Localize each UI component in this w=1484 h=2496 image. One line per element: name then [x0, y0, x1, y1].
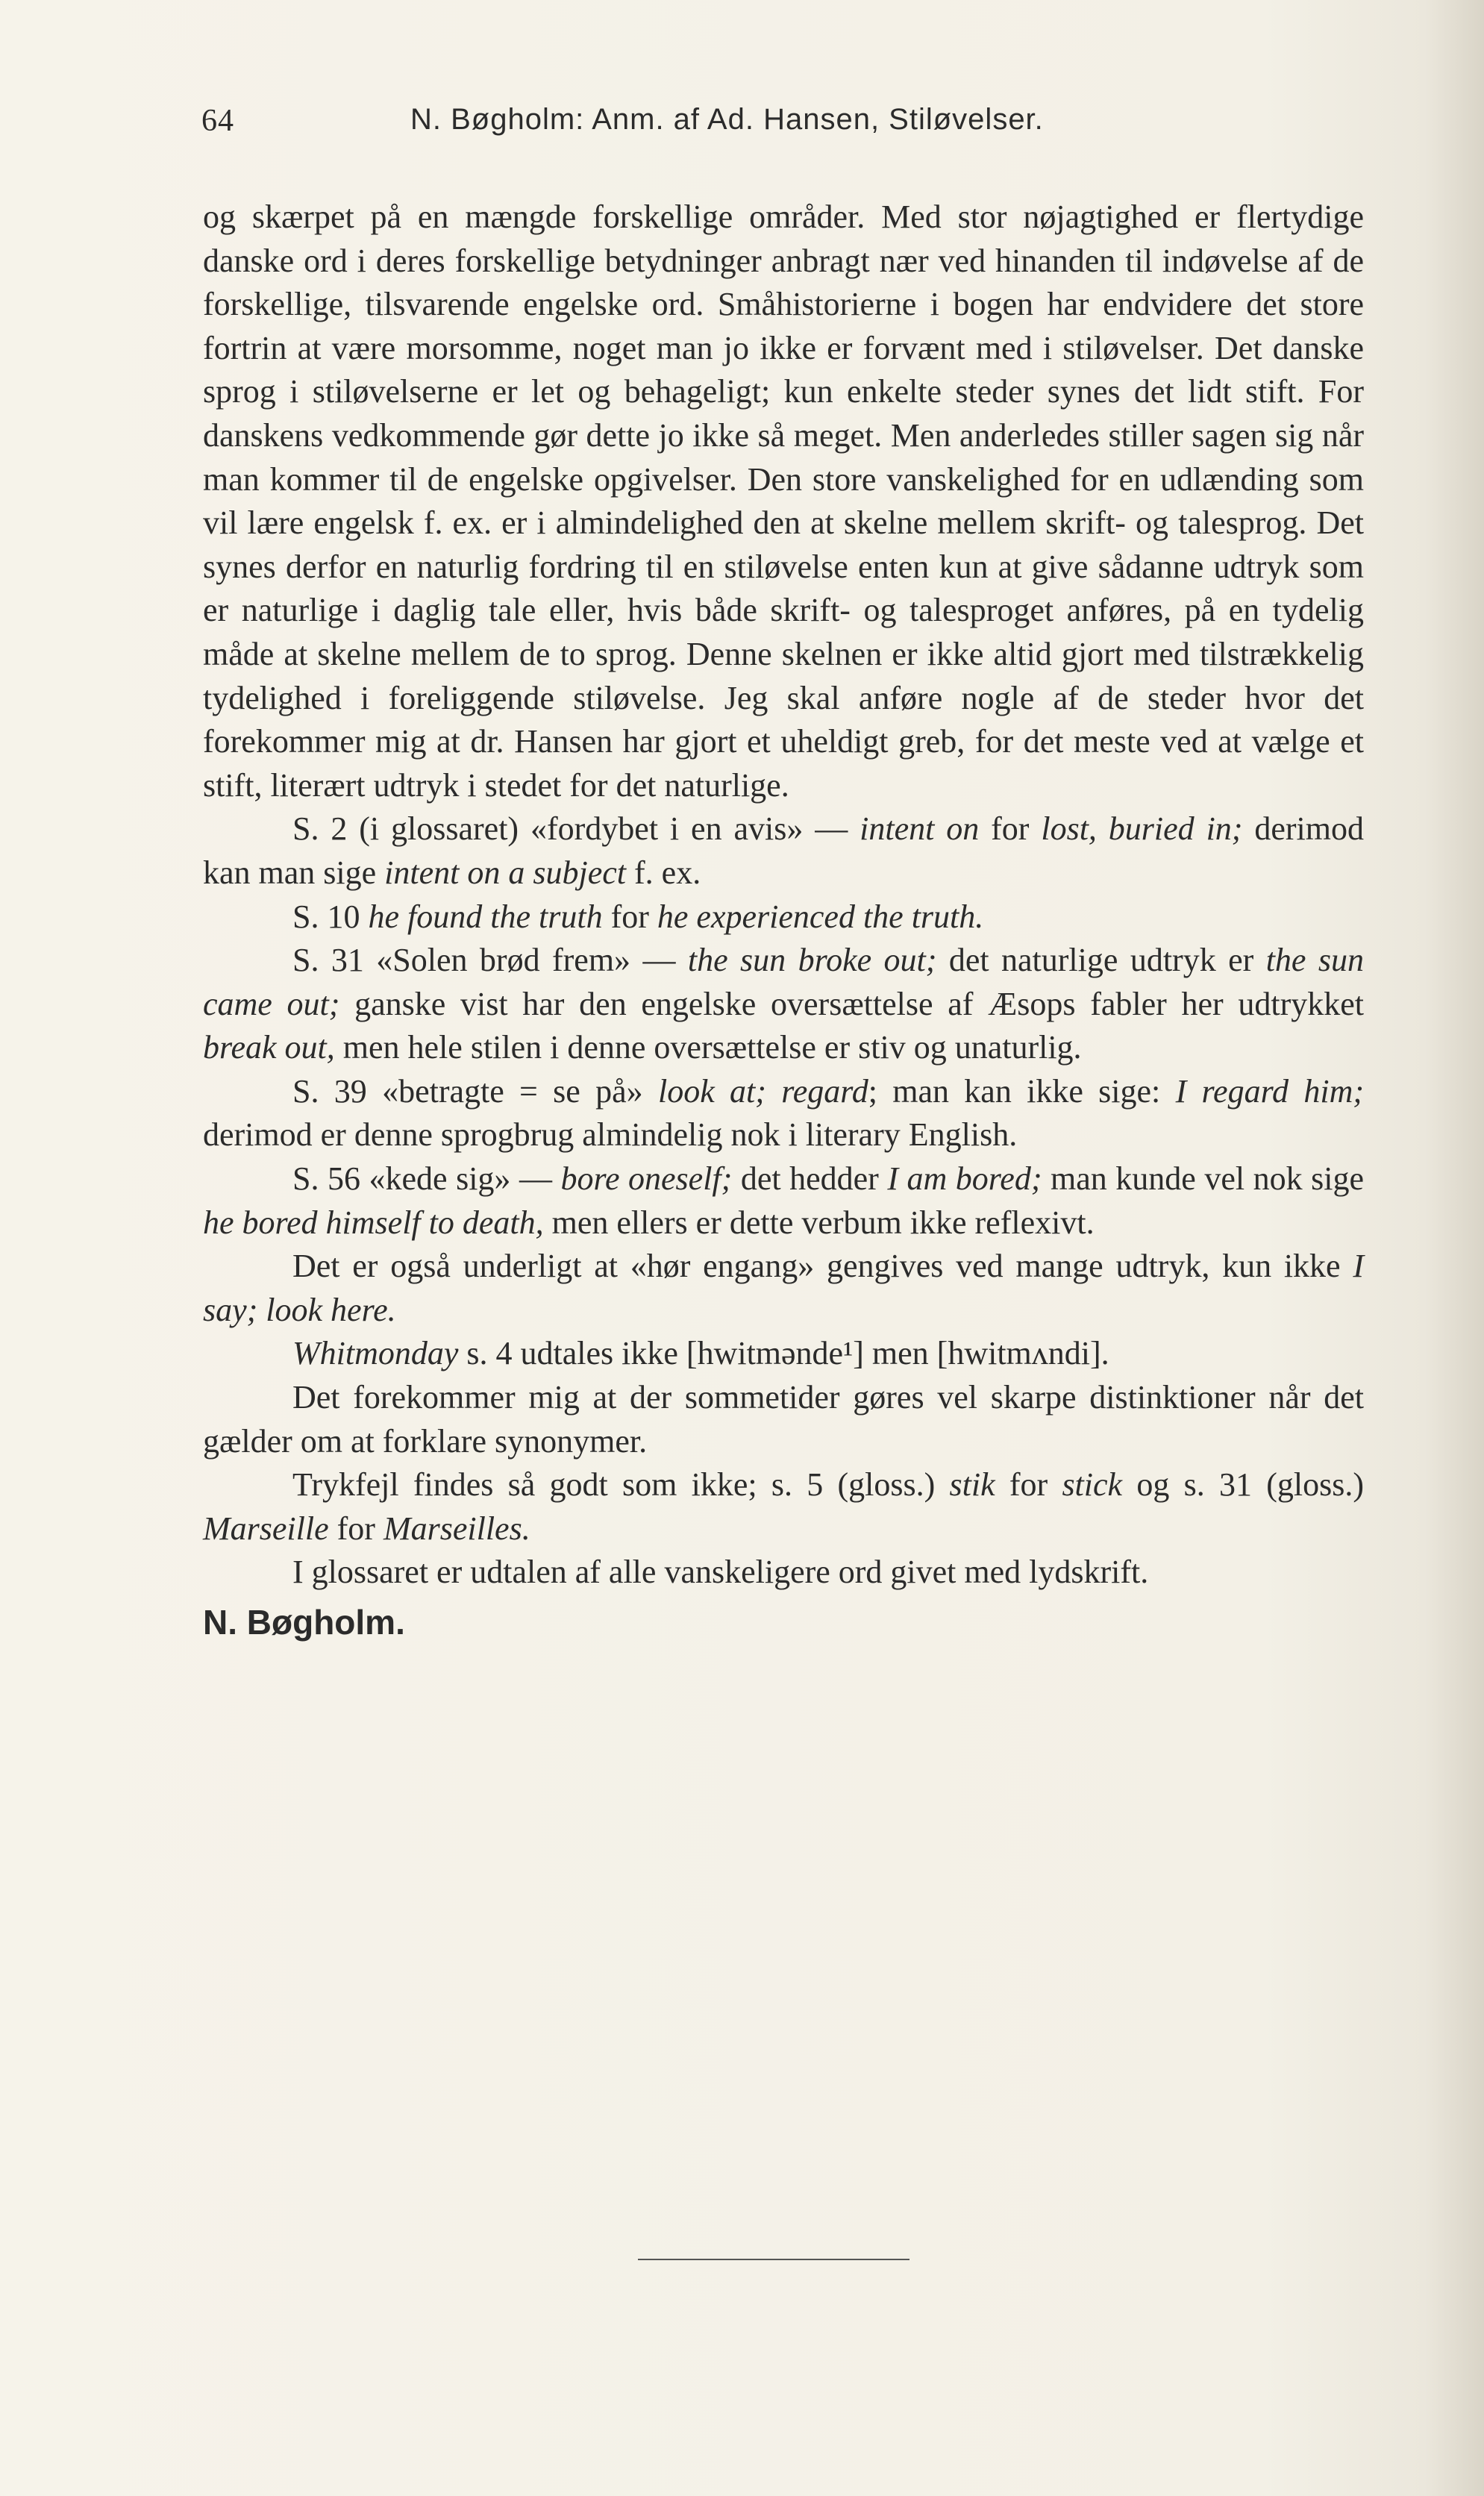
text-run: Det er også underligt at «hør engang» gengives ved mange udtryk, kun ikke	[292, 1248, 1353, 1285]
italic-run: lost, buried in;	[1041, 810, 1243, 848]
paragraph-10	[203, 1463, 1364, 1551]
italic-run: the sun came out;	[203, 942, 1364, 1022]
page-number: 64	[201, 104, 234, 138]
text-run: S. 2 (i glossaret) «fordybet i en avis» —	[292, 810, 860, 848]
text-run: S. 39 «betragte = se på»	[292, 1072, 658, 1110]
italic-run: I say; look here.	[203, 1248, 1364, 1328]
italic-run: he found the truth	[368, 898, 603, 935]
text-run: S. 56 «kede sig» —	[292, 1160, 561, 1198]
text-run: ; man kan ikke sige:	[868, 1072, 1176, 1110]
paragraph-6	[203, 1157, 1364, 1245]
italic-run: he experienced the truth.	[657, 898, 984, 935]
text-run: S. 10	[292, 898, 369, 935]
paragraph-2	[203, 807, 1364, 895]
paragraph-4	[203, 939, 1364, 1070]
italic-run: break out,	[203, 1029, 335, 1066]
paragraph-3	[203, 895, 1364, 939]
italic-run: Marseille	[203, 1510, 329, 1547]
italic-run: bore oneself;	[560, 1160, 733, 1198]
paragraph-5	[203, 1070, 1364, 1157]
paragraph-7	[203, 1245, 1364, 1332]
text-run: det naturlige udtryk er	[936, 942, 1266, 979]
text-run: s. 4 udtales ikke [hwitmənde¹] men [hwitmʌndi].	[458, 1335, 1109, 1372]
italic-run: he bored himself to death,	[203, 1204, 544, 1241]
text-run: ganske vist har den engelske oversættelse af Æsops fabler her udtrykket	[339, 985, 1365, 1022]
italic-run: Marseilles.	[383, 1510, 530, 1547]
running-head: N. Bøgholm: Anm. af Ad. Hansen, Stiløvelser.	[410, 103, 1044, 136]
author-signature: N. Bøgholm.	[203, 1603, 405, 1642]
end-rule-divider	[638, 2259, 910, 2260]
paragraph-11: I glossaret er udtalen af alle vanskeligere ord givet med lydskrift.	[292, 1554, 1149, 1591]
italic-run: intent on a subject	[384, 854, 627, 891]
italic-run: stick	[1062, 1466, 1123, 1504]
text-run: for	[995, 1466, 1062, 1504]
italic-run: intent on	[860, 810, 980, 848]
text-run: for	[328, 1510, 383, 1547]
text-run: Trykfejl findes så godt som ikke; s. 5 (gloss.)	[292, 1466, 950, 1504]
text-run: man kunde vel nok sige	[1042, 1160, 1364, 1198]
text-run: S. 31 «Solen brød frem» —	[292, 942, 688, 979]
paragraph-8	[203, 1332, 1364, 1376]
italic-run: I am bored;	[887, 1160, 1042, 1198]
text-run: for	[979, 810, 1042, 848]
italic-run: Whitmonday	[292, 1335, 459, 1372]
article-body	[203, 196, 1364, 1645]
text-run: for	[602, 898, 657, 935]
paragraph-9: Det forekommer mig at der sommetider gøres vel skarpe distinktioner når det gælder om at forklare synonymer.	[203, 1379, 1364, 1460]
italic-run: the sun broke out;	[687, 942, 937, 979]
text-run: f. ex.	[626, 854, 701, 891]
text-run: og s. 31 (gloss.)	[1122, 1466, 1364, 1504]
italic-run: I regard him;	[1175, 1072, 1365, 1110]
text-run: derimod er denne sprogbrug almindelig nok i literary English.	[203, 1116, 1018, 1154]
text-run: det hedder	[732, 1160, 888, 1198]
text-run: men hele stilen i denne oversættelse er stiv og unaturlig.	[334, 1029, 1082, 1066]
italic-run: look at; regard	[657, 1072, 868, 1110]
text-run: derimod kan man sige	[203, 810, 1364, 891]
text-run: men ellers er dette verbum ikke reflexivt.	[543, 1204, 1095, 1241]
italic-run: stik	[949, 1466, 995, 1504]
paragraph-1: og skærpet på en mængde forskellige områder. Med stor nøjagtighed er flertydige danske ord i deres forskellige betydninger anbragt nær ved hinanden til indøvelse af de forskellige, tilsvarende engelske ord. Småhistorierne i bogen har endvidere det store fortrin at være morsomme, noget man jo ikke er forvænt med i stiløvelser. Det danske sprog i stiløvelserne er let og behageligt; kun enkelte steder synes det lidt stift. For danskens vedkommende gør dette jo ikke så meget. Men anderledes stiller sagen sig når man kommer til de engelske opgivelser. Den store vanskelighed for en udlænding som vil lære engelsk f. ex. er i almindelighed den at skelne mellem skrift- og talesprog. Det synes derfor en naturlig fordring til en stiløvelse enten kun at give sådanne udtryk som er naturlige i daglig tale eller, hvis både skrift- og talesproget anføres, på en tydelig måde at skelne mellem de to sprog. Denne skelnen er ikke altid gjort med tilstrækkelig tydelighed i foreliggende stiløvelse. Jeg skal anføre nogle af de steder hvor det forekommer mig at dr. Hansen har gjort et uheldigt greb, for det meste ved at vælge et stift, literært udtryk i stedet for det naturlige.	[203, 198, 1364, 804]
